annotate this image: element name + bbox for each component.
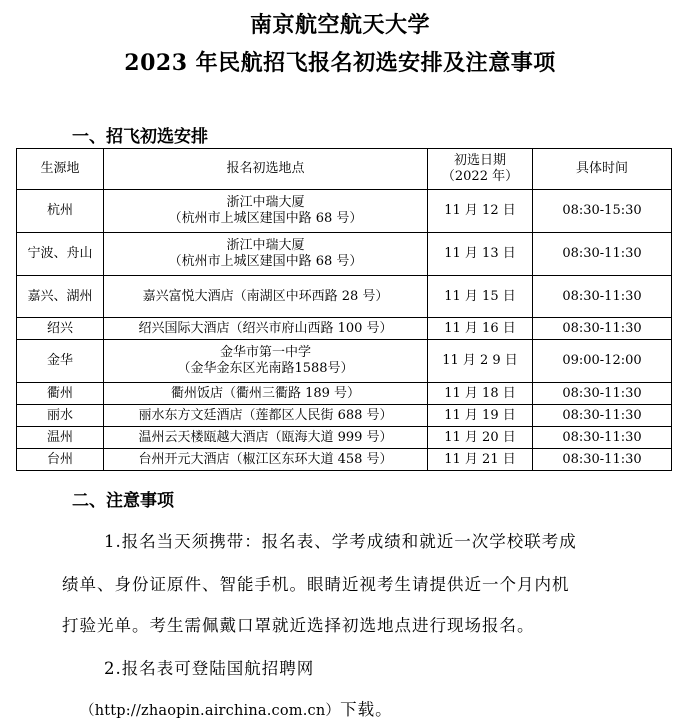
table-row [17, 233, 672, 276]
cell-origin: 衢州 [17, 383, 104, 405]
cell-time: 08:30-11:30 [533, 233, 672, 276]
cell-time: 08:30-11:30 [533, 276, 672, 318]
table-row [17, 190, 672, 233]
document-subtitle: 2023 年民航招飞报名初选安排及注意事项 [124, 50, 556, 76]
cell-time: 08:30-11:30 [533, 405, 672, 427]
header-date-year: （2022 年） [441, 169, 519, 184]
table-header-row [17, 149, 672, 190]
note-paragraph-2-cont [80, 696, 680, 720]
cell-origin: 台州 [17, 449, 104, 471]
cell-venue: 温州云天楼瓯越大酒店（瓯海大道 999 号） [104, 427, 428, 449]
cell-date: 11 月 16 日 [428, 318, 533, 340]
venue-name: 浙江中瑞大厦 [226, 238, 305, 254]
cell-time: 08:30-11:30 [533, 318, 672, 340]
table-row [17, 340, 672, 383]
note-paragraph-1-end: 打验光单。考生需佩戴口罩就近选择初选地点进行现场报名。 [62, 616, 535, 635]
cell-origin: 嘉兴、湖州 [17, 276, 104, 318]
note-paragraph-2: 2.报名表可登陆国航招聘网 [104, 659, 315, 678]
cell-origin: 绍兴 [17, 318, 104, 340]
table-row [17, 449, 672, 471]
cell-time: 08:30-11:30 [533, 427, 672, 449]
table-row [17, 276, 672, 318]
cell-date: 11 月 21 日 [428, 449, 533, 471]
cell-origin: 杭州 [17, 190, 104, 233]
cell-venue [104, 340, 428, 383]
table-row [17, 405, 672, 427]
cell-date: 11 月 20 日 [428, 427, 533, 449]
cell-origin: 丽水 [17, 405, 104, 427]
venue-address: （杭州市上城区建国中路 68 号） [168, 254, 363, 269]
cell-date: 11 月 18 日 [428, 383, 533, 405]
note-paragraph-1: 1.报名当天须携带：报名表、学考成绩和就近一次学校联考成 [104, 532, 577, 551]
table-row [17, 318, 672, 340]
header-time: 具体时间 [533, 149, 672, 190]
header-venue: 报名初选地点 [104, 149, 428, 190]
cell-venue [104, 233, 428, 276]
table-row [17, 383, 672, 405]
header-origin: 生源地 [17, 149, 104, 190]
venue-name: 浙江中瑞大厦 [226, 195, 305, 211]
cell-date: 11 月 19 日 [428, 405, 533, 427]
cell-venue: 绍兴国际大酒店（绍兴市府山西路 100 号） [104, 318, 428, 340]
cell-date: 11 月 15 日 [428, 276, 533, 318]
schedule-table [16, 148, 672, 471]
table-row [17, 427, 672, 449]
venue-name: 金华市第一中学 [219, 345, 311, 361]
venue-address: （杭州市上城区建国中路 68 号） [168, 211, 363, 226]
cell-origin: 温州 [17, 427, 104, 449]
section-heading-schedule: 一、招飞初选安排 [72, 127, 208, 147]
cell-date: 11 月 12 日 [428, 190, 533, 233]
cell-time: 09:00-12:00 [533, 340, 672, 383]
document-title: 南京航空航天大学 [249, 12, 430, 38]
note-download-text: 下载。 [340, 700, 393, 719]
recruitment-url-link[interactable]: （http://zhaopin.airchina.com.cn） [80, 703, 341, 719]
venue-address: （金华金东区光南路1588号） [177, 361, 354, 376]
cell-origin: 金华 [17, 340, 104, 383]
cell-venue [104, 190, 428, 233]
cell-venue: 嘉兴富悦大酒店（南湖区中环西路 28 号） [104, 276, 428, 318]
cell-time: 08:30-15:30 [533, 190, 672, 233]
header-date-label: 初选日期 [453, 153, 506, 169]
cell-time: 08:30-11:30 [533, 449, 672, 471]
note-paragraph-1-cont: 绩单、身份证原件、智能手机。眼睛近视考生请提供近一个月内机 [62, 575, 570, 594]
cell-origin: 宁波、舟山 [17, 233, 104, 276]
cell-date: 11 月 2 9 日 [428, 340, 533, 383]
cell-venue: 台州开元大酒店（椒江区东环大道 458 号） [104, 449, 428, 471]
cell-time: 08:30-11:30 [533, 383, 672, 405]
cell-venue: 衢州饭店（衢州三衢路 189 号） [104, 383, 428, 405]
cell-date: 11 月 13 日 [428, 233, 533, 276]
cell-venue: 丽水东方文廷酒店（莲都区人民街 688 号） [104, 405, 428, 427]
section-heading-notes: 二、注意事项 [72, 491, 174, 511]
header-date [428, 149, 533, 190]
